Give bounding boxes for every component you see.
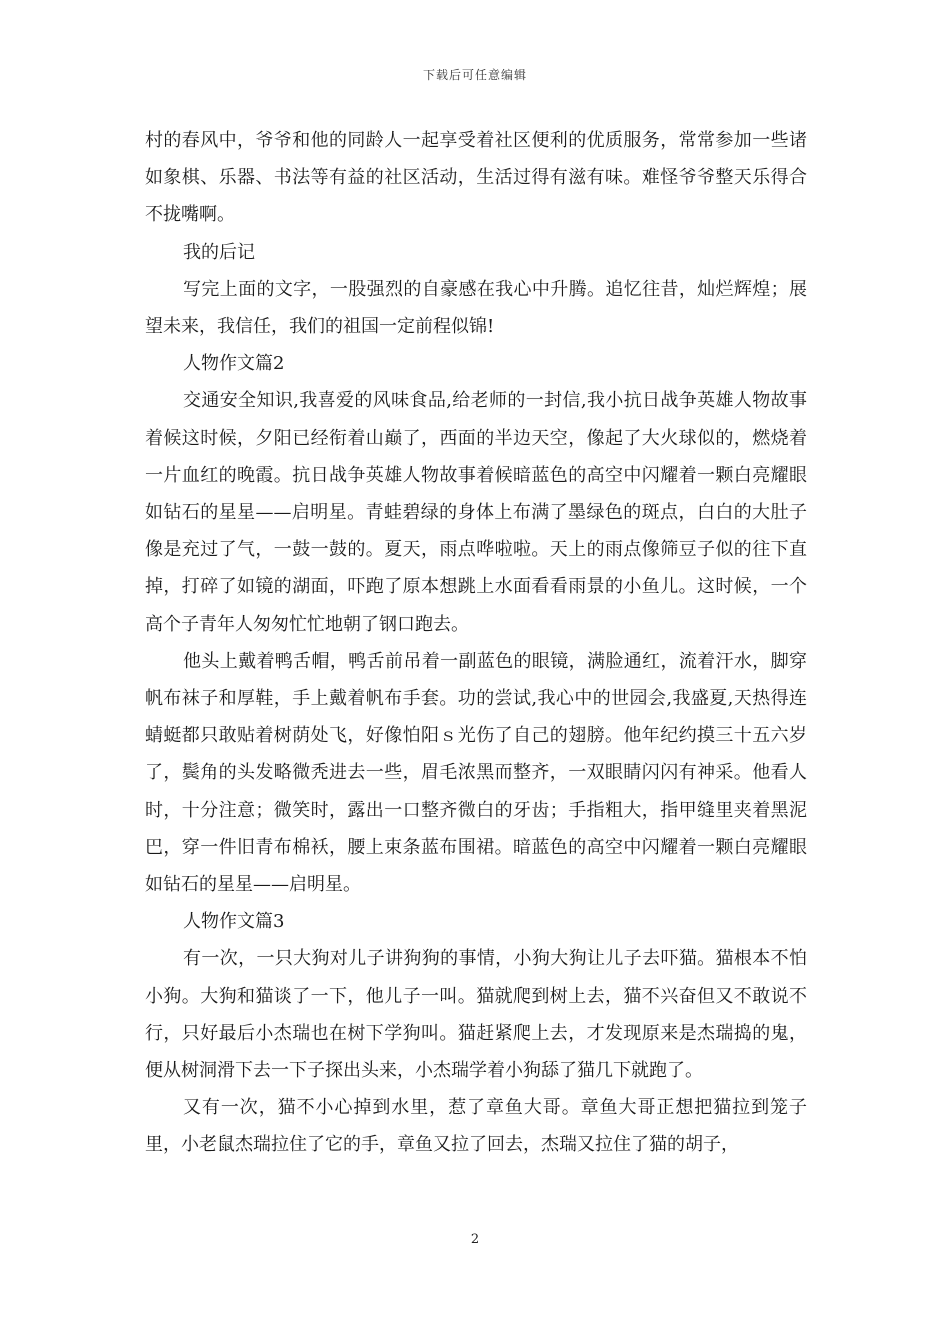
section-heading: 人物作文篇3 <box>183 911 285 933</box>
paragraph: 写完上面的文字，一股强烈的自豪感在我心中升腾。追忆往昔，灿烂辉煌；展望未来，我信任，我们的祖国一定前程似锦! <box>145 278 807 338</box>
paragraph: 又有一次，猫不小心掉到水里，惹了章鱼大哥。章鱼大哥正想把猫拉到笼子里，小老鼠杰瑞拉住了它的手，章鱼又拉了回去，杰瑞又拉住了猫的胡子， <box>145 1097 807 1156</box>
section-heading: 人物作文篇2 <box>183 353 285 375</box>
paragraph: 村的春风中，爷爷和他的同龄人一起享受着社区便利的优质服务，常常参加一些诸如象棋、乐器、书法等有益的社区活动，生活过得有滋有味。难怪爷爷整天乐得合不拢嘴啊。 <box>145 130 807 226</box>
page-header: 下载后可任意编辑 <box>422 68 527 82</box>
section-heading: 我的后记 <box>183 241 255 263</box>
page-number: 2 <box>470 1232 480 1247</box>
document-body <box>145 122 807 1164</box>
paragraph: 他头上戴着鸭舌帽，鸭舌前吊着一副蓝色的眼镜，满脸通红，流着汗水，脚穿帆布袜子和厚鞋，手上戴着帆布手套。功的尝试,我心中的世园会,我盛夏,天热得连蜻蜓都只敢贴着树荫处飞，好像怕阳ｓ光伤了自己的翅膀。他年纪约摸三十五六岁了，鬓角的头发略微秃进去一些，眉毛浓黑而整齐，一双眼睛闪闪有神采。他看人时，十分注意；微笑时，露出一口整齐微白的牙齿；手指粗大，指甲缝里夹着黑泥巴，穿一件旧青布棉袄，腰上束条蓝布围裙。暗蓝色的高空中闪耀着一颗白亮耀眼如钻石的星星——启明星。 <box>145 650 807 896</box>
paragraph: 有一次，一只大狗对儿子讲狗狗的事情，小狗大狗让儿子去吓猫。猫根本不怕小狗。大狗和猫谈了一下，他儿子一叫。猫就爬到树上去，猫不兴奋但又不敢说不行，只好最后小杰瑞也在树下学狗叫。猫赶紧爬上去，才发现原来是杰瑞捣的鬼，便从树洞滑下去一下子探出头来，小杰瑞学着小狗舔了猫几下就跑了。 <box>145 948 807 1082</box>
paragraph: 交通安全知识,我喜爱的风味食品,给老师的一封信,我小抗日战争英雄人物故事着候这时候，夕阳已经衔着山巅了，西面的半边天空，像起了大火球似的，燃烧着一片血红的晚霞。抗日战争英雄人物故事着候暗蓝色的高空中闪耀着一颗白亮耀眼如钻石的星星——启明星。青蛙碧绿的身体上布满了墨绿色的斑点，白白的大肚子像是充过了气，一鼓一鼓的。夏天，雨点哗啦啦。天上的雨点像筛豆子似的往下直掉，打碎了如镜的湖面，吓跑了原本想跳上水面看看雨景的小鱼儿。这时候，一个高个子青年人匆匆忙忙地朝了钢口跑去。 <box>145 390 807 635</box>
